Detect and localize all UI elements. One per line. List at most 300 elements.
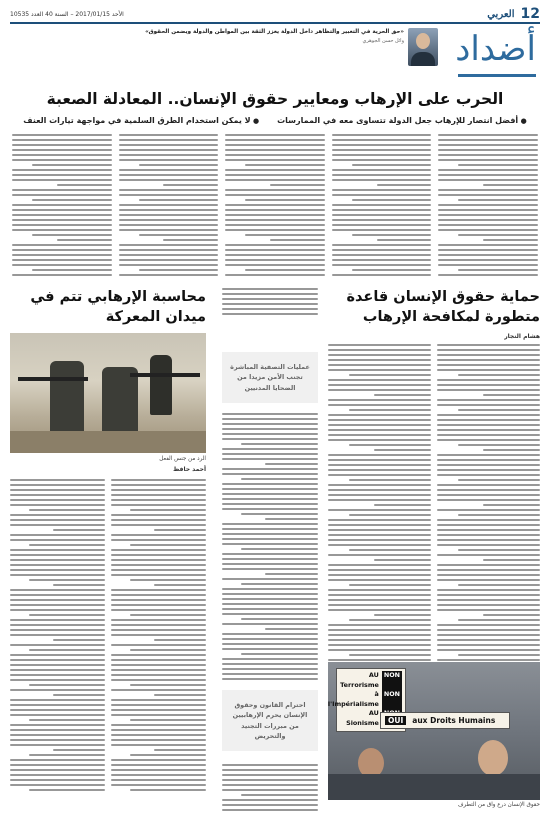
sign-row [328,690,402,709]
text-line [328,349,431,351]
text-line [130,789,206,791]
body-column [10,479,105,794]
quote-body: «حق الحرية في التعبير والتظاهر داخل الدولة يعزز الثقة بين المواطن والدولة ويضمن الحقوق» [145,29,404,35]
text-line [225,229,325,231]
text-line [10,739,105,741]
text-line [32,269,112,271]
text-line [111,739,206,741]
text-line [222,438,318,440]
text-line [10,769,105,771]
text-line [12,189,112,191]
text-line [12,139,112,141]
middle-column [222,288,318,683]
text-line [437,634,540,636]
text-line [328,364,431,366]
text-line [225,244,325,246]
text-line [12,259,112,261]
text-line [111,774,206,776]
text-line [10,734,105,736]
subhead-2: ● لا يمكن استخدام الطرق السلمية في مواجهة تيارات العنف [23,116,259,125]
text-line [328,489,431,491]
text-line [437,609,540,611]
text-line [130,754,206,756]
text-line [437,469,540,471]
text-line [438,174,538,176]
text-line [10,784,105,786]
text-line [10,704,105,706]
text-line [437,439,540,441]
text-line [130,719,206,721]
text-line [328,379,431,381]
text-line [438,169,538,171]
text-line [225,214,325,216]
text-line [458,164,538,166]
text-line [225,154,325,156]
text-line [10,674,105,676]
text-line [374,559,431,561]
text-line [437,399,540,401]
text-line [328,434,431,436]
right-article-title: حماية حقوق الإنسان قاعدة متطورة لمكافحة الإرهاب [346,289,540,325]
text-line [10,679,105,681]
text-line [328,399,431,401]
text-line [437,534,540,536]
text-line [222,313,318,315]
text-line [10,654,105,656]
text-line [32,199,112,201]
text-line [352,269,432,271]
text-line [119,224,219,226]
text-line [438,214,538,216]
text-line [12,214,112,216]
body-column [225,134,325,280]
text-line [12,149,112,151]
text-line [437,419,540,421]
text-line [111,594,206,596]
text-line [111,689,206,691]
text-line [328,539,431,541]
text-line [332,179,432,181]
text-line [154,639,206,641]
text-line [10,554,105,556]
text-line [332,224,432,226]
text-line [332,149,432,151]
text-line [119,204,219,206]
text-line [222,799,318,801]
text-line [10,779,105,781]
text-line [437,499,540,501]
text-line [437,354,540,356]
text-line [328,404,431,406]
text-line [222,643,318,645]
text-line [57,184,112,186]
text-line [119,189,219,191]
right-article [328,288,540,714]
text-line [10,664,105,666]
text-line [222,558,318,560]
text-line [483,394,540,396]
text-line [10,514,105,516]
text-line [332,209,432,211]
text-line [332,219,432,221]
text-line [328,604,431,606]
text-line [328,359,431,361]
body-column [111,479,206,794]
text-line [10,629,105,631]
text-line [111,499,206,501]
text-line [10,494,105,496]
text-line [222,288,318,290]
text-line [10,539,105,541]
soldiers-photo [10,333,206,453]
left-article [10,288,206,794]
text-line [437,519,540,521]
text-line [328,649,431,651]
text-line [119,229,219,231]
text-line [53,639,105,641]
text-line [437,454,540,456]
text-line [12,254,112,256]
text-line [111,554,206,556]
text-line [270,184,325,186]
text-line [437,629,540,631]
text-line [437,429,540,431]
text-line [10,609,105,611]
text-line [437,344,540,346]
text-line [119,149,219,151]
text-line [437,639,540,641]
text-line [437,579,540,581]
text-line [222,678,318,680]
text-line [225,189,325,191]
text-line [119,244,219,246]
text-line [222,528,318,530]
text-line [29,719,105,721]
text-line [332,174,432,176]
text-line [222,508,318,510]
text-line [222,523,318,525]
text-line [10,549,105,551]
soldier-figure [150,355,172,415]
sign-text: aux Droits Humains [412,716,496,725]
sign-text: AU Terrorisme [340,671,379,689]
text-line [483,239,538,241]
text-line [111,659,206,661]
text-line [437,554,540,556]
text-line [119,219,219,221]
text-line [437,649,540,651]
text-line [29,509,105,511]
text-line [111,724,206,726]
text-line [10,774,105,776]
text-line [111,634,206,636]
text-line [119,194,219,196]
text-line [222,613,318,615]
text-line [438,209,538,211]
text-line [12,229,112,231]
page-number: 12 [520,6,540,22]
text-line [10,724,105,726]
text-line [438,224,538,226]
text-line [29,614,105,616]
text-line [222,303,318,305]
text-line [349,514,431,516]
text-line [10,604,105,606]
text-line [111,759,206,761]
text-line [53,529,105,531]
text-line [225,204,325,206]
text-line [225,194,325,196]
text-line [241,794,318,796]
text-line [111,589,206,591]
text-line [111,779,206,781]
text-line [222,448,318,450]
text-line [458,479,540,481]
text-line [222,458,318,460]
text-line [483,504,540,506]
text-line [328,564,431,566]
text-line [111,539,206,541]
text-line [119,179,219,181]
text-line [458,234,538,236]
text-line [12,219,112,221]
text-line [119,274,219,276]
text-line [349,619,431,621]
text-line [111,624,206,626]
text-line [119,264,219,266]
text-line [111,609,206,611]
pull-quote-top: عمليات التصفية المباشرة تجنب الأمن مزيدا من الضحايا المدنيين [222,352,318,403]
text-line [352,164,432,166]
text-line [332,144,432,146]
text-line [12,154,112,156]
text-line [111,734,206,736]
text-line [245,199,325,201]
text-line [437,604,540,606]
text-line [53,584,105,586]
text-line [328,599,431,601]
text-line [12,209,112,211]
header-band [10,28,540,86]
text-line [222,804,318,806]
text-line [328,634,431,636]
text-line [438,159,538,161]
text-line [222,774,318,776]
text-line [139,234,219,236]
text-line [222,593,318,595]
text-line [10,589,105,591]
text-line [222,598,318,600]
brand-name: العربي [487,8,515,20]
top-bar-masthead [487,6,540,22]
text-line [265,463,318,465]
text-line [328,659,431,661]
text-line [458,199,538,201]
text-line [437,369,540,371]
text-line [111,764,206,766]
text-line [10,559,105,561]
text-line [349,479,431,481]
text-line [328,579,431,581]
text-line [111,669,206,671]
text-line [119,154,219,156]
text-line [225,264,325,266]
text-line [222,473,318,475]
text-line [111,479,206,481]
text-line [241,583,318,585]
text-line [111,644,206,646]
text-line [438,254,538,256]
text-line [163,184,218,186]
text-line [111,619,206,621]
text-line [10,699,105,701]
soldiers-photo-caption: الرد من جنس الفعل [159,456,206,463]
text-line [332,254,432,256]
section-tag-word: أضداد [455,29,536,69]
text-line [222,633,318,635]
text-line [328,454,431,456]
text-line [332,204,432,206]
main-subheads [14,116,536,125]
text-line [222,563,318,565]
text-line [245,269,325,271]
text-line [12,194,112,196]
text-line [119,169,219,171]
text-line [10,619,105,621]
text-line [10,569,105,571]
text-line [111,769,206,771]
text-line [222,809,318,811]
text-line [10,599,105,601]
text-line [130,684,206,686]
text-line [10,534,105,536]
text-line [222,423,318,425]
text-line [241,618,318,620]
text-line [130,509,206,511]
soldier-figure [102,367,138,437]
left-article-body [10,479,206,794]
text-line [352,234,432,236]
text-line [437,599,540,601]
text-line [119,209,219,211]
text-line [241,443,318,445]
crowd-shape [328,774,540,800]
text-line [10,574,105,576]
text-line [332,274,432,276]
text-line [458,269,538,271]
text-line [111,519,206,521]
text-line [483,449,540,451]
text-line [111,489,206,491]
text-line [139,269,219,271]
text-line [328,459,431,461]
text-line [332,189,432,191]
right-article-byline: هشام النجار [504,333,540,341]
text-line [328,354,431,356]
text-line [328,644,431,646]
text-line [328,499,431,501]
text-line [225,179,325,181]
text-line [225,209,325,211]
text-line [265,628,318,630]
text-line [265,518,318,520]
sign-oui-label: OUI [385,716,406,725]
section-tag-underline [458,74,536,77]
text-line [222,468,318,470]
text-line [10,479,105,481]
text-line [245,234,325,236]
text-line [111,494,206,496]
text-line [154,694,206,696]
text-line [111,714,206,716]
text-line [53,694,105,696]
sandbag-wall [10,431,206,453]
text-line [328,344,431,346]
text-line [225,254,325,256]
text-line [111,549,206,551]
body-column [222,764,318,814]
top-bar [10,6,540,24]
text-line [10,484,105,486]
sign-text: à l'Impérialisme [328,690,379,708]
text-line [437,589,540,591]
text-line [10,594,105,596]
text-line [332,169,432,171]
text-line [437,644,540,646]
text-line [10,634,105,636]
text-line [222,578,318,580]
text-line [270,239,325,241]
text-line [111,679,206,681]
text-line [328,494,431,496]
text-line [332,214,432,216]
text-line [225,174,325,176]
text-line [154,529,206,531]
text-line [222,413,318,415]
text-line [10,564,105,566]
text-line [332,134,432,136]
text-line [328,544,431,546]
text-line [222,293,318,295]
text-line [111,699,206,701]
text-line [222,673,318,675]
text-line [139,164,219,166]
text-line [437,434,540,436]
text-line [438,149,538,151]
sign-no-label: NON [382,690,402,709]
text-line [139,199,219,201]
text-line [328,534,431,536]
text-line [332,249,432,251]
text-line [437,509,540,511]
text-line [29,579,105,581]
text-line [328,639,431,641]
protester-face [478,740,508,776]
text-line [437,359,540,361]
text-line [437,574,540,576]
body-column [119,134,219,280]
text-line [53,749,105,751]
text-line [458,374,540,376]
text-line [349,584,431,586]
body-column [438,134,538,280]
text-line [12,249,112,251]
text-line [119,159,219,161]
text-line [438,264,538,266]
soldier-figure [50,361,84,433]
text-line [111,599,206,601]
text-line [222,488,318,490]
